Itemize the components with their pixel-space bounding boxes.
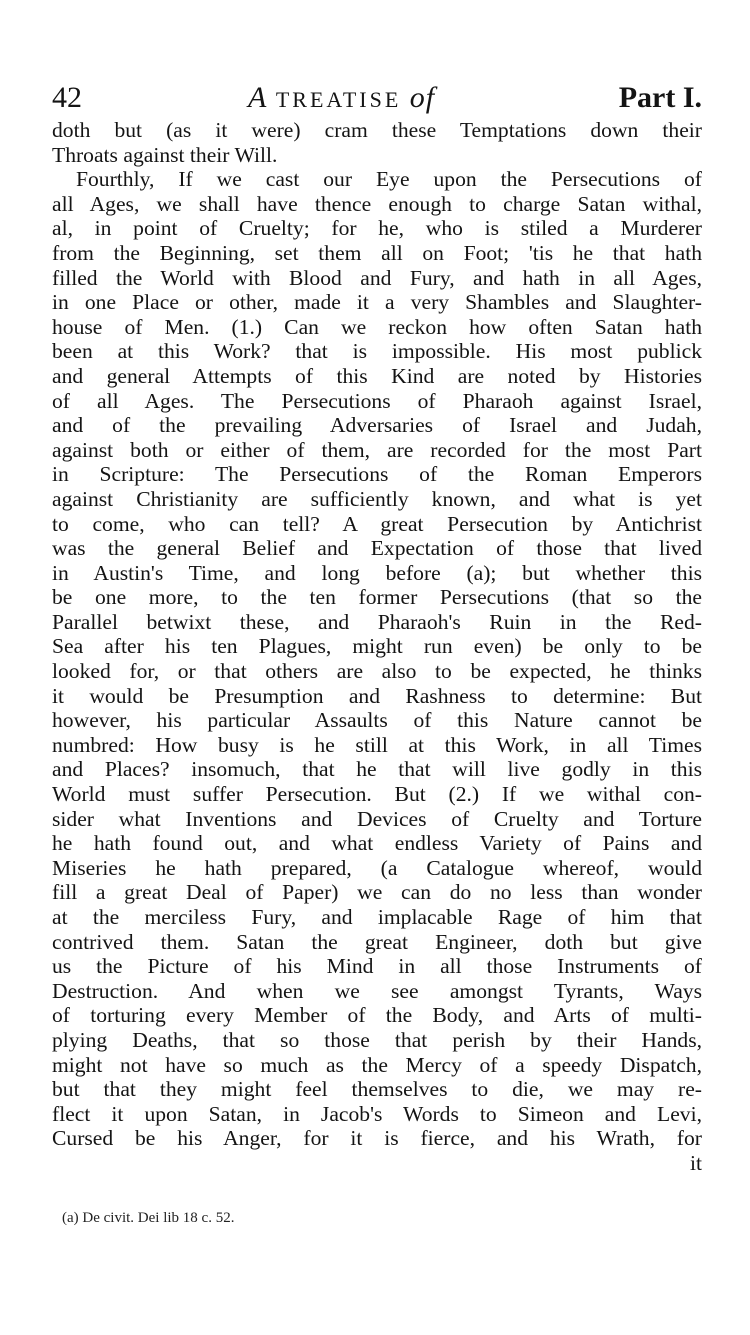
- text-line: in Scripture: The Persecutions of the Roman Emperors: [52, 462, 702, 487]
- text-line: against Christianity are sufficiently known, and what is yet: [52, 486, 702, 511]
- catchword: it: [690, 1150, 702, 1175]
- text-line: looked for, or that others are also to be expected, he thinks: [52, 659, 702, 684]
- text-line: it would be Presumption and Rashness to determine: But: [52, 683, 702, 708]
- text-line: Fourthly, If we cast our Eye upon the Persecutions of: [76, 167, 702, 192]
- text-line: filled the World with Blood and Fury, and hath in all Ages,: [52, 265, 702, 290]
- text-line: to come, who can tell? A great Persecution by Antichrist: [52, 511, 702, 536]
- text-line: sider what Inventions and Devices of Cruelty and Torture: [52, 806, 702, 831]
- text-line: against both or either of them, are recorded for the most Part: [52, 437, 702, 462]
- text-line: house of Men. (1.) Can we reckon how often Satan hath: [52, 314, 702, 339]
- text-line: plying Deaths, that so those that perish by their Hands,: [52, 1027, 702, 1052]
- text-line: doth but (as it were) cram these Temptations down their: [52, 118, 702, 142]
- text-line: of torturing every Member of the Body, and Arts of multi-: [52, 1003, 702, 1028]
- text-line: and Places? insomuch, that he that will live godly in this: [52, 757, 702, 782]
- text-line: Cursed be his Anger, for it is fierce, and his Wrath, for: [52, 1126, 702, 1151]
- text-line: and of the prevailing Adversaries of Israel and Judah,: [52, 413, 702, 438]
- running-header: [52, 78, 702, 118]
- text-line: was the general Belief and Expectation of those that lived: [52, 536, 702, 561]
- title-first-letter: A: [248, 81, 268, 114]
- text-line: al, in point of Cruelty; for he, who is stiled a Murderer: [52, 216, 702, 241]
- text-line: be one more, to the ten former Persecutions (that so the: [52, 585, 702, 610]
- text-line: Parallel betwixt these, and Pharaoh's Ruin in the Red-: [52, 609, 702, 634]
- footnote: (a) De civit. Dei lib 18 c. 52.: [62, 1210, 235, 1226]
- text-line: Miseries he hath prepared, (a Catalogue whereof, would: [52, 855, 702, 880]
- page-number: 42: [52, 81, 82, 114]
- text-line: been at this Work? that is impossible. His most publick: [52, 339, 702, 364]
- text-line: flect it upon Satan, in Jacob's Words to Simeon and Levi,: [52, 1101, 702, 1126]
- title-of: of: [409, 81, 436, 114]
- text-line: however, his particular Assaults of this Nature cannot be: [52, 708, 702, 733]
- text-line: all Ages, we shall have thence enough to charge Satan withal,: [52, 191, 702, 216]
- text-line: and general Attempts of this Kind are noted by Histories: [52, 363, 702, 388]
- text-line: in one Place or other, made it a very Shambles and Slaughter-: [52, 290, 702, 315]
- text-line: Throats against their Will.: [52, 142, 278, 167]
- part-label: Part I.: [618, 81, 702, 114]
- text-line: Destruction. And when we see amongst Tyrants, Ways: [52, 978, 702, 1003]
- text-line: of all Ages. The Persecutions of Pharaoh against Israel,: [52, 388, 702, 413]
- running-title: [248, 78, 435, 120]
- text-line: Sea after his ten Plagues, might run even) be only to be: [52, 634, 702, 659]
- text-line: he hath found out, and what endless Variety of Pains and: [52, 831, 702, 856]
- text-line: at the merciless Fury, and implacable Rage of him that: [52, 905, 702, 929]
- body-text: [52, 118, 702, 1176]
- text-line: might not have so much as the Mercy of a speedy Dispatch,: [52, 1052, 702, 1077]
- text-line: in Austin's Time, and long before (a); but whether this: [52, 560, 702, 585]
- title-small-caps: TREATISE: [275, 87, 402, 112]
- text-line: but that they might feel themselves to die, we may re-: [52, 1077, 702, 1102]
- text-line: fill a great Deal of Paper) we can do no less than wonder: [52, 880, 702, 905]
- book-page: [52, 78, 702, 1176]
- text-line: World must suffer Persecution. But (2.) If we withal con-: [52, 782, 702, 807]
- text-line: us the Picture of his Mind in all those Instruments of: [52, 954, 702, 979]
- text-line: numbred: How busy is he still at this Work, in all Times: [52, 732, 702, 757]
- text-line: contrived them. Satan the great Engineer, doth but give: [52, 929, 702, 954]
- text-line: from the Beginning, set them all on Foot; 'tis he that hath: [52, 240, 702, 265]
